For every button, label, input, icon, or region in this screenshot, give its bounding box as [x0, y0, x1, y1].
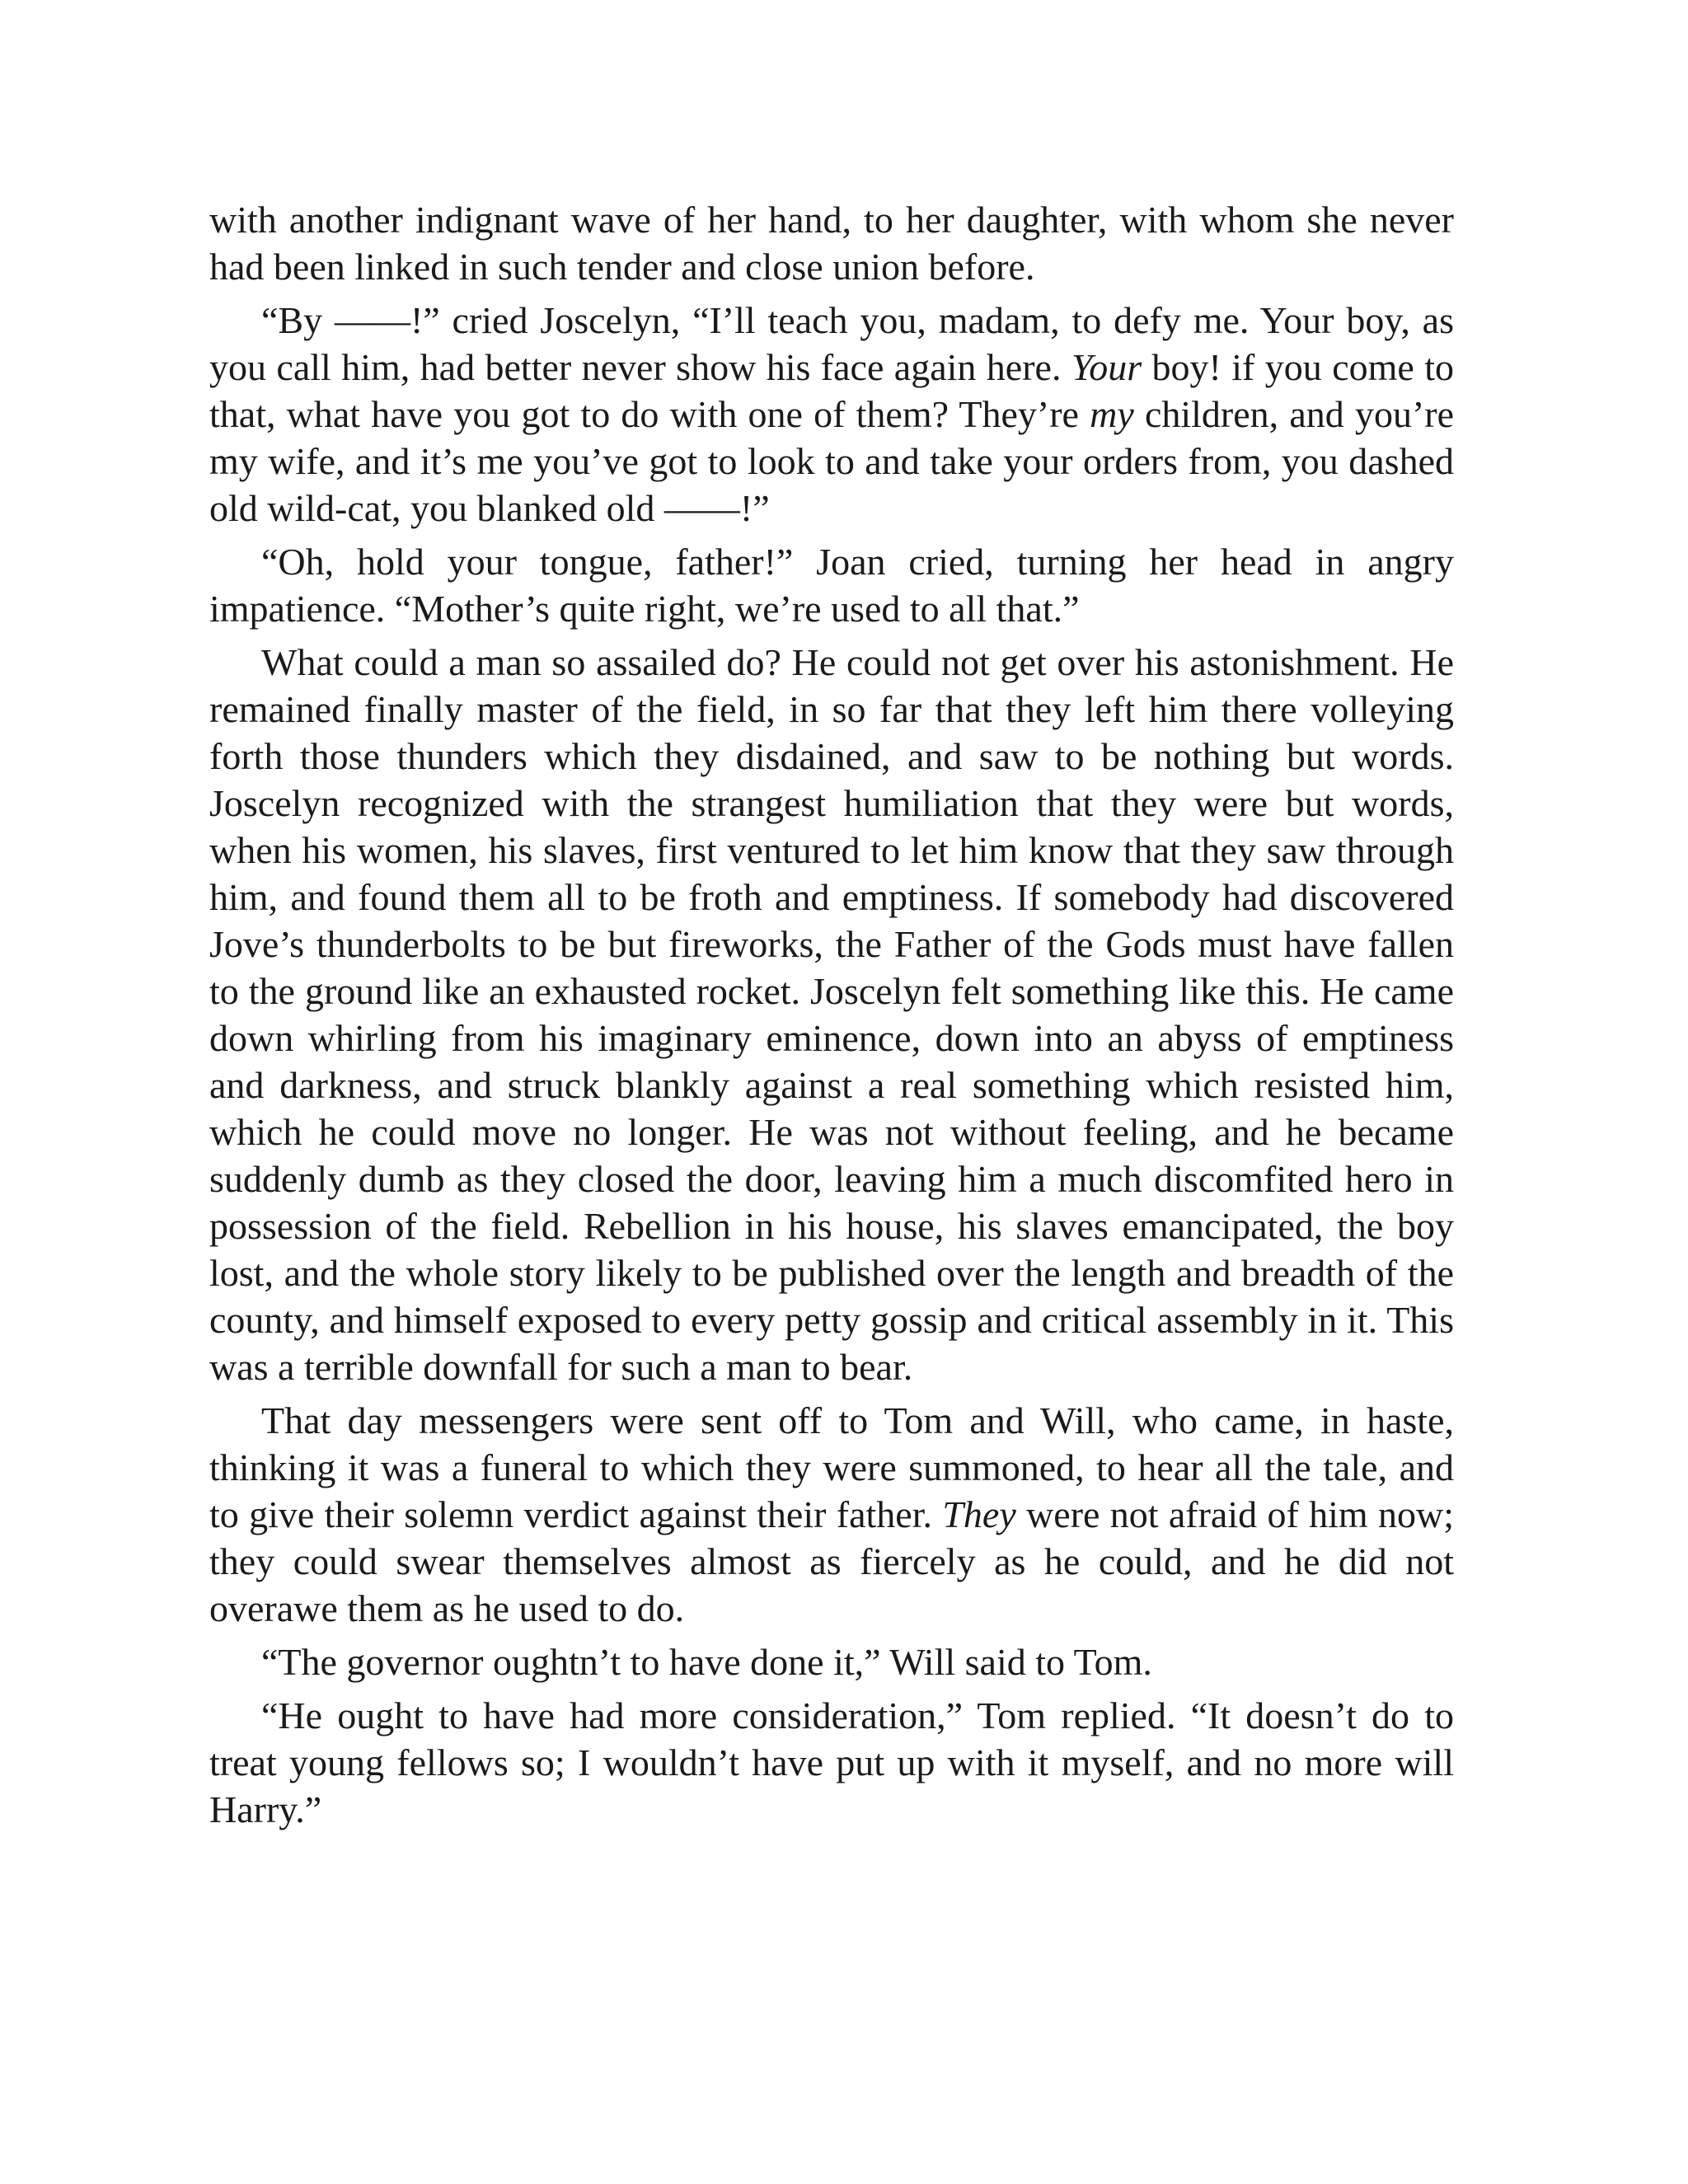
paragraph-7 [209, 1692, 1454, 1833]
paragraph-text: “He ought to have had more consideration,” Tom replied. “It doesn’t do to treat young fellows so; I wouldn’t have put up with it myself, and no more will Harry.” [209, 1694, 1454, 1830]
paragraph-1 [209, 196, 1454, 290]
paragraph-text: with another indignant wave of her hand, to her daughter, with whom she never had been linked in such tender and close union before. [209, 199, 1454, 288]
paragraph-text: That day messengers were sent off to Tom and Will, who came, in haste, thinking it was a funeral to which they were summoned, to hear all the tale, and to give their solemn verdict against their father. [209, 1399, 1454, 1535]
paragraph-text: were not afraid of him now; they could swear themselves almost as fiercely as he could, and he did not overawe them as he used to do. [209, 1493, 1454, 1629]
paragraph-text: “By ——!” cried Joscelyn, “I’ll teach you, madam, to defy me. Your boy, as you call him, had better never show his face again here. [209, 299, 1454, 388]
italic-emphasis: Your [1071, 346, 1142, 388]
paragraph-2 [209, 297, 1454, 532]
paragraph-text: children, and you’re my wife, and it’s me you’ve got to look to and take your orders from, you dashed old wild-cat, you blanked old ——!” [209, 393, 1454, 529]
paragraph-6 [209, 1638, 1454, 1685]
paragraph-text: What could a man so assailed do? He could not get over his astonishment. He remained finally master of the field, in so far that they left him there volleying forth those thunders which they disdained, and saw to be nothing but words. Joscelyn recognized with the strangest humiliation that they were but words, when his women, his slaves, first ventured to let him know that they saw through him, and found them all to be froth and emptiness. If somebody had discovered Jove’s thunderbolts to be but fireworks, the Father of the Gods must have fallen to the ground like an exhausted rocket. Joscelyn felt something like this. He came down whirling from his imaginary eminence, down into an abyss of emptiness and darkness, and struck blankly against a real something which resisted him, which he could move no longer. He was not without feeling, and he became suddenly dumb as they closed the door, leaving him a much discomfited hero in possession of the field. Rebellion in his house, his slaves emancipated, the boy lost, and the whole story likely to be published over the length and breadth of the county, and himself exposed to every petty gossip and critical assembly in it. This was a terrible downfall for such a man to bear. [209, 641, 1454, 1388]
paragraph-5 [209, 1397, 1454, 1632]
paragraph-4 [209, 639, 1454, 1390]
italic-emphasis: They [942, 1493, 1016, 1535]
italic-emphasis: my [1090, 393, 1134, 435]
paragraph-text: “The governor oughtn’t to have done it,” Will said to Tom. [261, 1641, 1152, 1683]
paragraph-text: “Oh, hold your tongue, father!” Joan cried, turning her head in angry impatience. “Mother’s quite right, we’re used to all that.” [209, 541, 1454, 630]
book-page-text [209, 196, 1454, 1840]
paragraph-3 [209, 538, 1454, 632]
paragraph-text: boy! if you come to that, what have you got to do with one of them? They’re [209, 346, 1454, 435]
